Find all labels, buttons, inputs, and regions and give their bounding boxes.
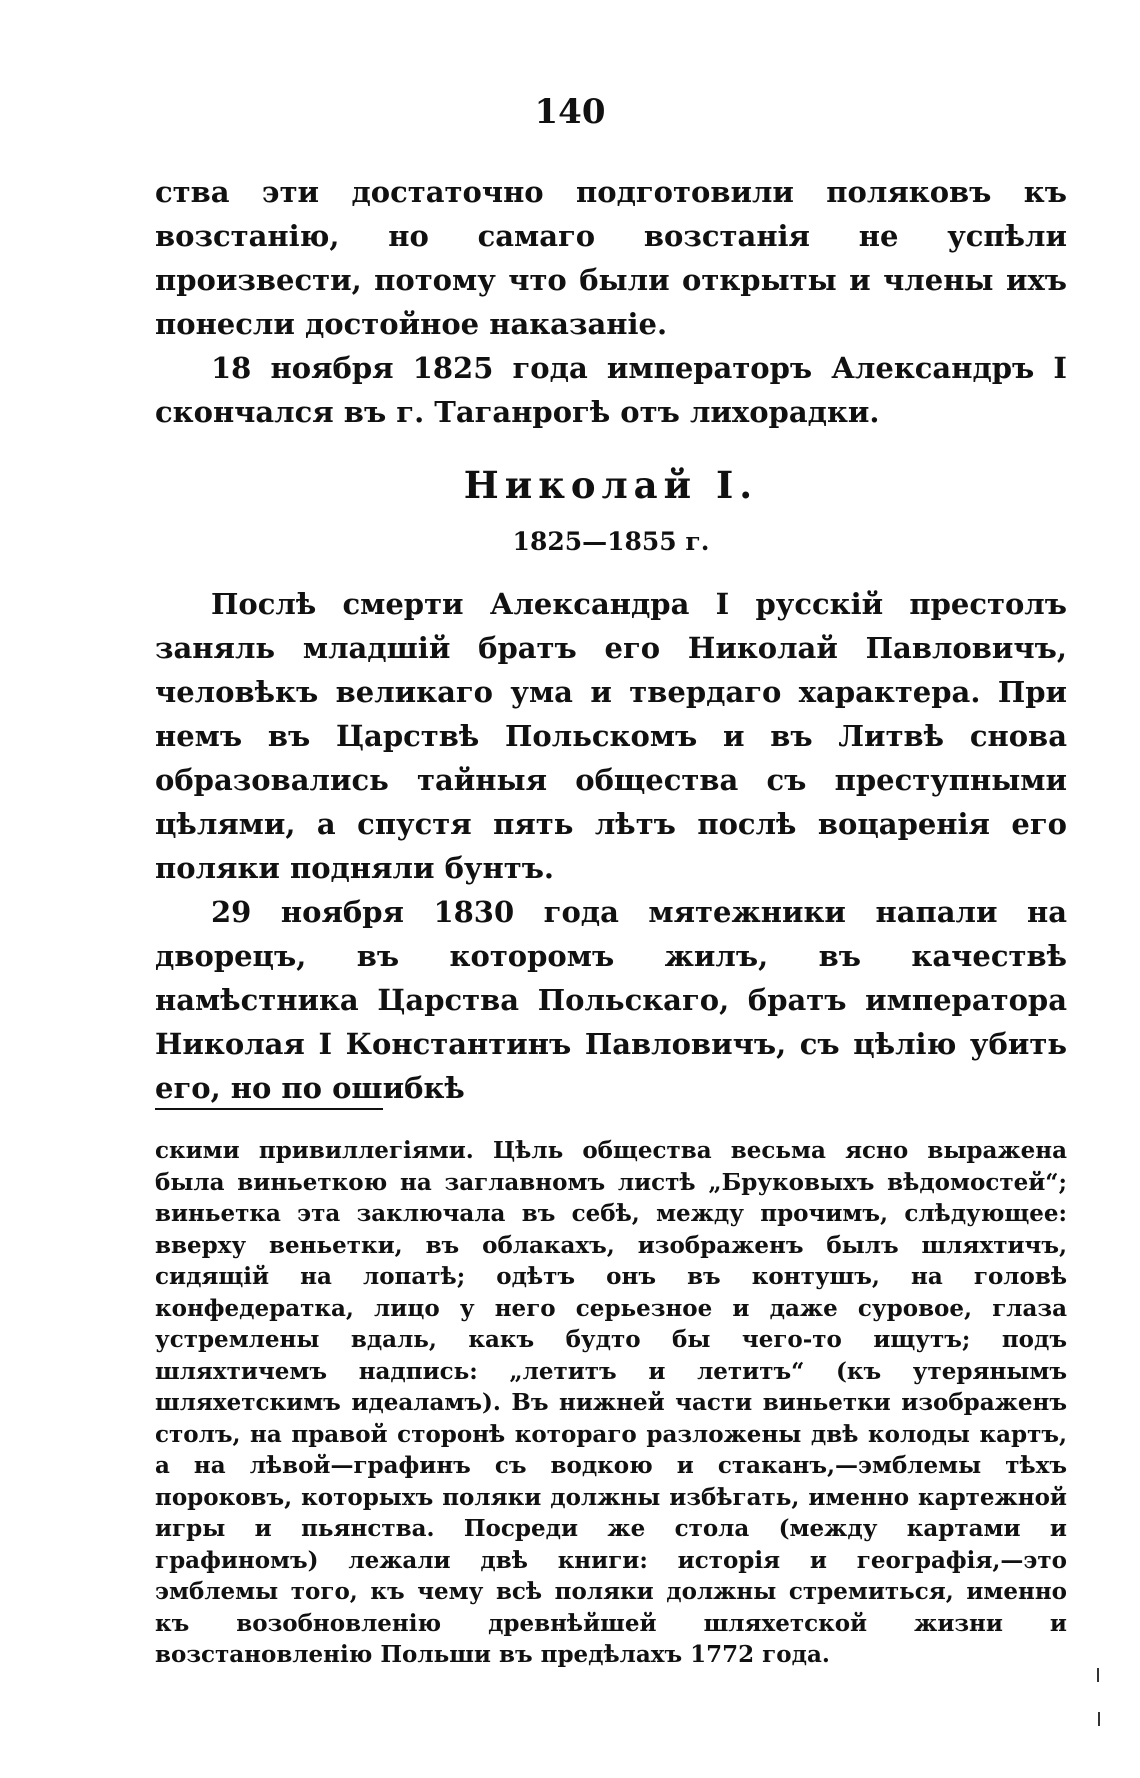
main-text (155, 170, 1067, 1110)
page-number: 140 (534, 92, 606, 132)
scan-mark (1097, 1668, 1099, 1682)
footnote-text: скими привиллегіями. Цѣль общества весьма ясно выражена была виньеткою на заглавномъ листѣ „Бруковыхъ вѣдомостей“; виньетка эта заключала въ себѣ, между прочимъ, слѣдующее: вверху веньетки, въ облакахъ, изображенъ былъ шляхтичъ, сидящій на лопатѣ; одѣтъ онъ въ контушъ, на головѣ конфедератка, лицо у него серьезное и даже суровое, глаза устремлены вдаль, какъ будто бы чего-то ищутъ; подъ шляхтичемъ надпись: „летитъ и летитъ“ (къ утерянымъ шляхетскимъ идеаламъ). Въ нижней части виньетки изображенъ столъ, на правой сторонѣ котораго разложены двѣ колоды картъ, а на лѣвой—графинъ съ водкою и стаканъ,—эмблемы тѣхъ пороковъ, которыхъ поляки должны избѣгать, именно картежной игры и пьянства. Посреди же стола (между картами и графиномъ) лежали двѣ книги: исторія и географія,—это эмблемы того, къ чему всѣ поляки должны стремиться, именно къ возобновленію древнѣйшей шляхетской жизни и возстановленію Польши въ предѣлахъ 1772 года. (155, 1137, 1067, 1668)
paragraph-alexander-death: 18 ноября 1825 года императоръ Александръ I скончался въ г. Таганрогѣ отъ лихорадки. (155, 351, 1067, 429)
section-years: 1825—1855 г. (512, 527, 710, 556)
paragraph-continuation: ства эти достаточно подготовили поляковъ къ возстанію, но самаго возстанія не успѣли произвести, потому что были открыты и члены ихъ понесли достойное наказаніе. (155, 175, 1067, 341)
scan-mark (1098, 1712, 1100, 1726)
paragraph-uprising: 29 ноября 1830 года мятежники напали на дворецъ, въ которомъ жилъ, въ качествѣ намѣстника Царства Польскаго, братъ императора Николая I Константинъ Павловичъ, съ цѣлію убить его, но по ошибкѣ (155, 895, 1067, 1105)
footnote-separator (155, 1108, 383, 1110)
footnote (155, 1135, 1067, 1671)
paragraph-nicholas-accession: Послѣ смерти Александра I русскій престолъ заняль младшій братъ его Николай Павловичъ, человѣкъ великаго ума и твердаго характера. При немъ въ Царствѣ Польскомъ и въ Литвѣ снова образовались тайныя общества съ преступными цѣлями, а спустя пять лѣтъ послѣ воцаренія его поляки подняли бунтъ. (155, 587, 1067, 885)
section-title: Николай I. (463, 463, 759, 507)
